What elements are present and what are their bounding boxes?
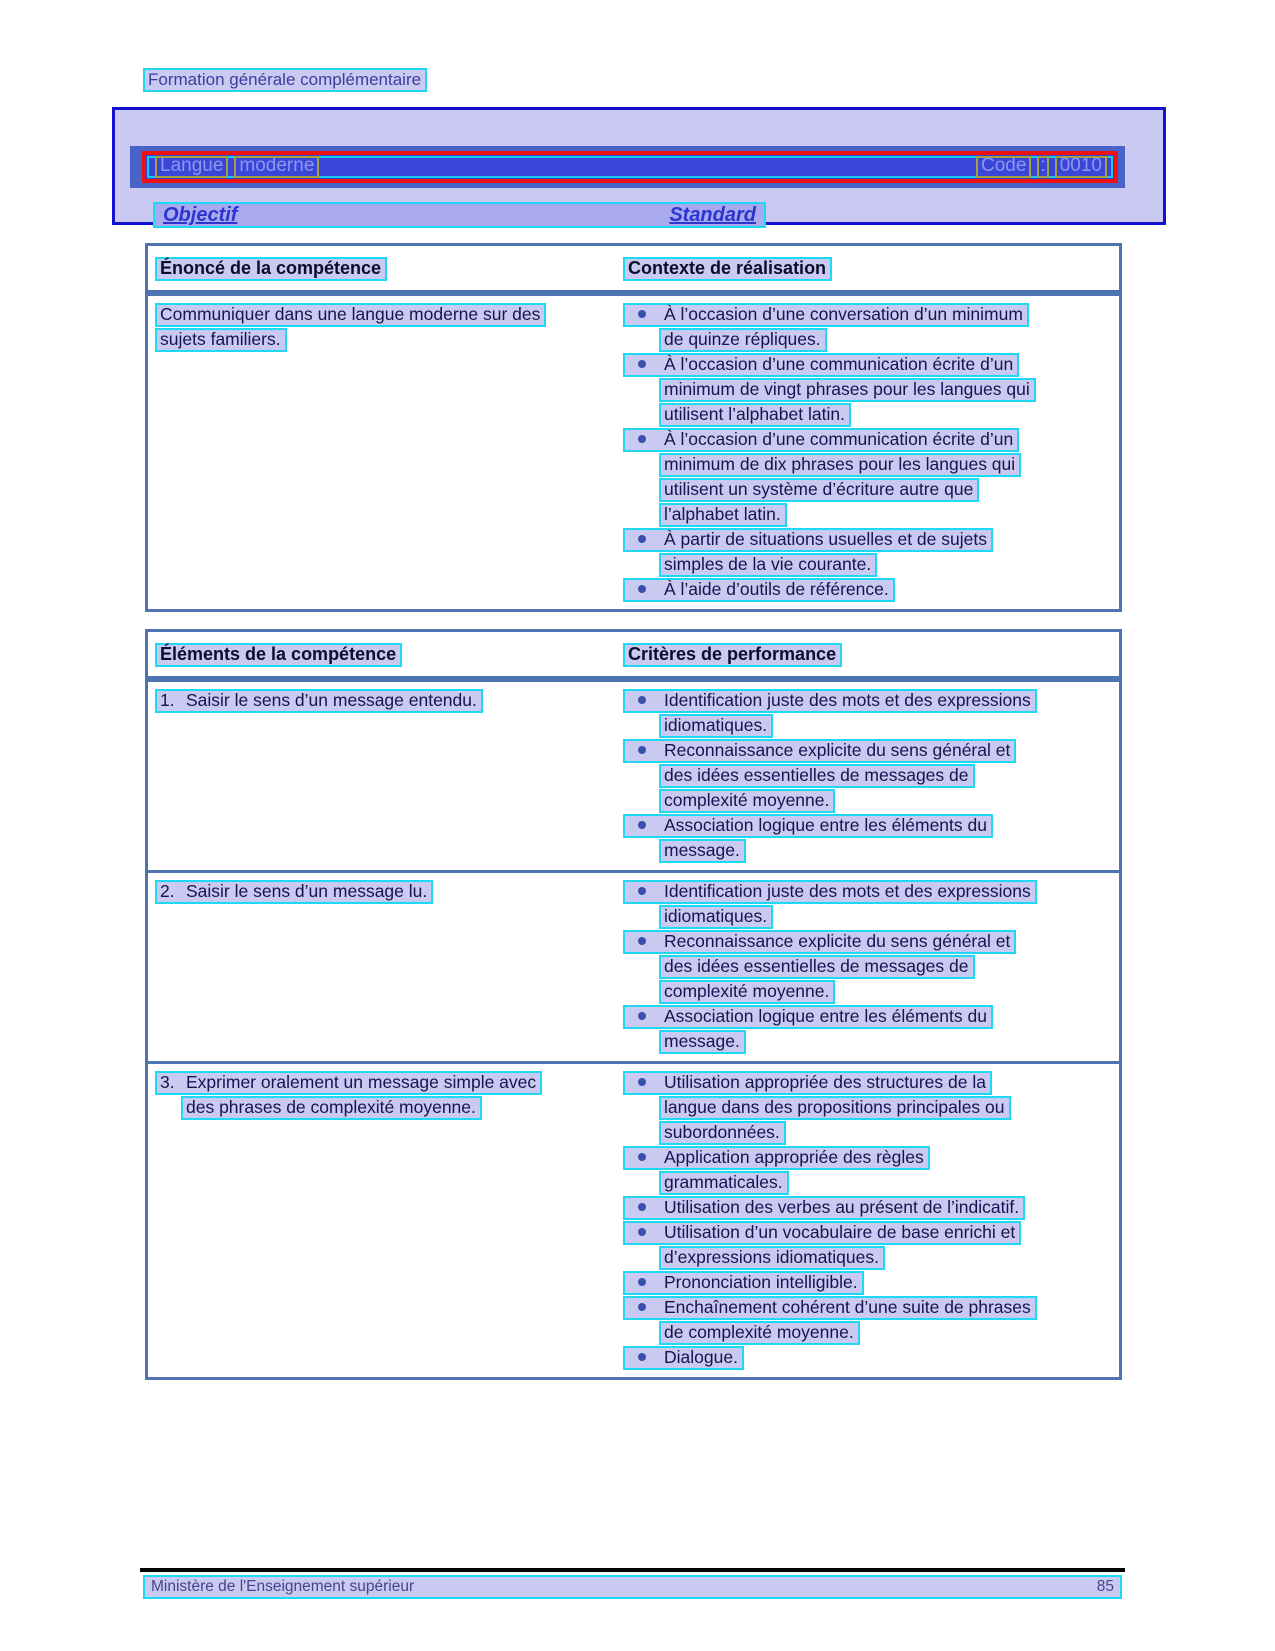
top-label-row: [143, 68, 427, 92]
bullet-icon: [638, 1203, 646, 1211]
title-red-frame: [142, 151, 1118, 183]
row2-left-cell: [155, 880, 623, 1055]
bullet-line: utilisent l’alphabet latin.: [659, 403, 851, 427]
bullet-icon: [638, 696, 646, 704]
row2-right-cell: [623, 880, 1115, 1055]
footer-row: [143, 1575, 1122, 1599]
title-bar: [130, 146, 1125, 188]
bullet-icon: [638, 1353, 646, 1361]
bullet-icon: [638, 1012, 646, 1020]
bullet-line: minimum de vingt phrases pour les langues qui: [659, 378, 1036, 402]
bullet-icon: [638, 746, 646, 754]
bullet-line: de complexité moyenne.: [659, 1321, 860, 1345]
table1-left-cell: [155, 303, 623, 603]
bullet-line: Identification juste des mots et des expressions: [664, 881, 1031, 901]
table1-right-cell: [623, 303, 1115, 603]
title-highlight-band: [147, 156, 1113, 178]
bullet-line: Reconnaissance explicite du sens général et: [664, 931, 1011, 951]
code-label: Code: [976, 156, 1031, 178]
bullet-line: Association logique entre les éléments du: [664, 1006, 987, 1026]
table1-body-row: [148, 293, 1119, 609]
footer-ministry-label: Ministère de l'Enseignement supérieur: [151, 1578, 415, 1595]
bullet-line: l’alphabet latin.: [659, 503, 787, 527]
bullet-line: complexité moyenne.: [659, 980, 835, 1004]
bullet-line: Prononciation intelligible.: [664, 1272, 858, 1292]
item-number: 3.: [160, 1072, 175, 1092]
title-box: [112, 107, 1166, 225]
table2-header-right-cell: [623, 643, 1115, 667]
bullet-line: des idées essentielles de messages de: [659, 955, 975, 979]
footer-page-number: 85: [1096, 1578, 1114, 1595]
statement-line: sujets familiers.: [155, 328, 287, 352]
objectif-standard-row: [153, 202, 766, 228]
bullet-icon: [638, 1078, 646, 1086]
bullet-line: idiomatiques.: [659, 714, 773, 738]
bullet-line: de quinze répliques.: [659, 328, 827, 352]
item-number: 1.: [160, 690, 175, 710]
bullet-icon: [638, 937, 646, 945]
statement-line: Communiquer dans une langue moderne sur des: [155, 303, 546, 327]
bullet-line: grammaticales.: [659, 1171, 789, 1195]
element-line: Saisir le sens d’un message entendu.: [186, 690, 477, 710]
column-header: Éléments de la compétence: [155, 643, 402, 667]
row3-left-cell: [155, 1071, 623, 1371]
bullet-line: Utilisation des verbes au présent de l’indicatif.: [664, 1197, 1020, 1217]
document-content: [145, 243, 1122, 1380]
table2-row-2: [148, 870, 1119, 1061]
bullet-line: À partir de situations usuelles et de sujets: [664, 529, 987, 549]
bullet-line: d’expressions idiomatiques.: [659, 1246, 885, 1270]
bullet-line: Application appropriée des règles: [664, 1147, 924, 1167]
column-header: Énoncé de la compétence: [155, 257, 387, 281]
column-header: Contexte de réalisation: [623, 257, 832, 281]
code-separator: :: [1037, 156, 1048, 178]
table2-header-row: [148, 632, 1119, 679]
bullet-line: subordonnées.: [659, 1121, 786, 1145]
row3-right-cell: [623, 1071, 1115, 1371]
bullet-line: À l’occasion d’une conversation d’un minimum: [664, 304, 1023, 324]
bullet-line: minimum de dix phrases pour les langues qui: [659, 453, 1021, 477]
table1-header-left-cell: [155, 257, 623, 281]
bullet-icon: [638, 360, 646, 368]
top-label: Formation générale complémentaire: [143, 68, 427, 92]
bullet-line: message.: [659, 1030, 746, 1054]
table2-row-3: [148, 1061, 1119, 1377]
row1-left-cell: [155, 689, 623, 864]
element-line: Exprimer oralement un message simple avec: [186, 1072, 537, 1092]
code-value: 0010: [1055, 156, 1107, 178]
table2-row-1: [148, 679, 1119, 870]
table1-header-row: [148, 246, 1119, 293]
objectif-heading: Objectif: [163, 204, 238, 226]
bullet-icon: [638, 1303, 646, 1311]
title-word: Langue: [155, 156, 228, 178]
item-number: 2.: [160, 881, 175, 901]
column-header: Critères de performance: [623, 643, 842, 667]
bullet-icon: [638, 585, 646, 593]
bullet-line: Reconnaissance explicite du sens général et: [664, 740, 1011, 760]
table-enonce-contexte: [145, 243, 1122, 612]
bullet-line: Association logique entre les éléments du: [664, 815, 987, 835]
bullet-line: À l’occasion d’une communication écrite d’un: [664, 354, 1014, 374]
bullet-icon: [638, 535, 646, 543]
bullet-line: À l’occasion d’une communication écrite d’un: [664, 429, 1014, 449]
bullet-icon: [638, 1228, 646, 1236]
bullet-line: Utilisation d’un vocabulaire de base enrichi et: [664, 1222, 1016, 1242]
table2-header-left-cell: [155, 643, 623, 667]
bullet-line: Enchaînement cohérent d’une suite de phrases: [664, 1297, 1031, 1317]
bullet-line: des idées essentielles de messages de: [659, 764, 975, 788]
bullet-icon: [638, 435, 646, 443]
bullet-line: simples de la vie courante.: [659, 553, 877, 577]
element-line: Saisir le sens d’un message lu.: [186, 881, 428, 901]
table1-header-right-cell: [623, 257, 1115, 281]
bullet-line: Utilisation appropriée des structures de la: [664, 1072, 986, 1092]
bullet-line: Identification juste des mots et des expressions: [664, 690, 1031, 710]
row1-right-cell: [623, 689, 1115, 864]
bullet-line: À l’aide d’outils de référence.: [664, 579, 889, 599]
bullet-line: idiomatiques.: [659, 905, 773, 929]
element-line: des phrases de complexité moyenne.: [181, 1096, 482, 1120]
bullet-line: Dialogue.: [664, 1347, 738, 1367]
bullet-line: langue dans des propositions principales ou: [659, 1096, 1011, 1120]
bullet-line: complexité moyenne.: [659, 789, 835, 813]
bullet-icon: [638, 821, 646, 829]
bullet-icon: [638, 1153, 646, 1161]
title-word: moderne: [234, 156, 319, 178]
bullet-icon: [638, 310, 646, 318]
standard-heading: Standard: [669, 204, 756, 226]
bullet-line: message.: [659, 839, 746, 863]
footer-rule: [140, 1568, 1125, 1572]
bullet-icon: [638, 1278, 646, 1286]
bullet-line: utilisent un système d’écriture autre que: [659, 478, 979, 502]
bullet-icon: [638, 887, 646, 895]
table-elements-criteres: [145, 629, 1122, 1380]
